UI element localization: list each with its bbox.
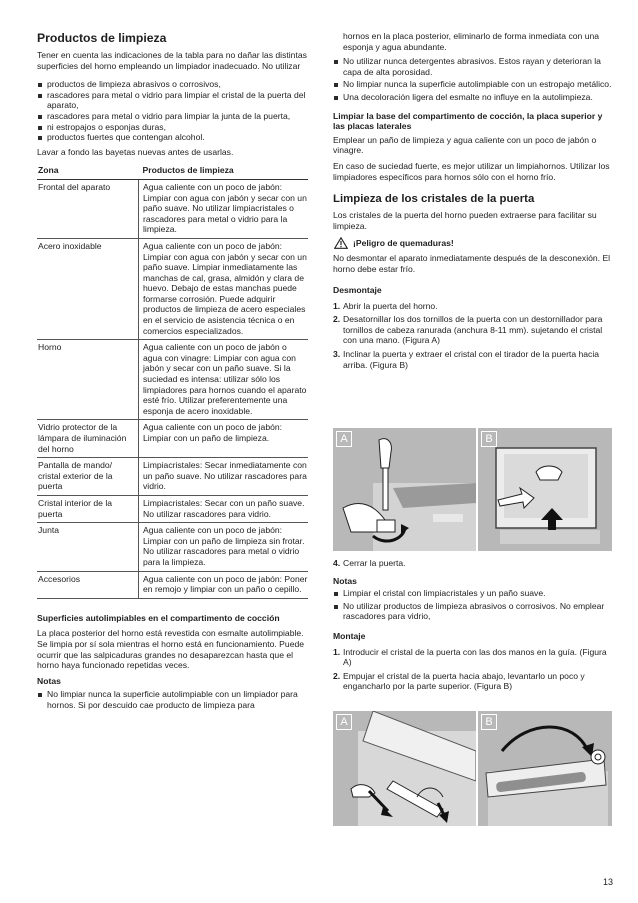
self-clean-text: La placa posterior del horno está revestida con esmalte autolimpiable. Se limpia por sí sola mientras el horno está en funcionamiento. Puede ocurrir que las salpicaduras grandes no desaparezcan hasta que el horno haya funcionado repetidas veces. <box>37 628 305 671</box>
page-title: Productos de limpieza <box>37 31 167 45</box>
list-item: No limpiar nunca la superficie autolimpiable con un limpiador para hornos. Si por descuido cae producto de limpieza para <box>37 689 308 710</box>
table-row <box>37 523 308 571</box>
step-text: Introducir el cristal de la puerta con las dos manos en la guía. (Figura A) <box>343 646 607 668</box>
list-item: productos fuertes que contengan alcohol. <box>37 132 308 143</box>
step-item <box>333 301 612 312</box>
table-cell-products: Limpiacristales: Secar inmediatamente con un paño suave. No utilizar rascadores para vidrio. <box>139 458 309 496</box>
notes2-heading: Notas <box>333 575 357 586</box>
notes-list-right <box>333 56 612 102</box>
removal-heading: Desmontaje <box>333 285 382 296</box>
step-text: Empujar el cristal de la puerta hacia abajo, levantarlo un poco y engancharlo por la parte superior. (Figura B) <box>343 670 585 692</box>
list-item: No limpiar nunca la superficie autolimpiable con un estropajo metálico. <box>333 79 612 90</box>
step-text: Abrir la puerta del horno. <box>343 300 438 311</box>
page-number: 13 <box>603 877 614 887</box>
step-number: 2. <box>333 670 341 681</box>
table-cell-products: Agua caliente con un poco de jabón: Limpiar con un paño de limpieza. <box>139 420 309 458</box>
self-clean-heading: Superficies autolimpiables en el compartimento de cocción <box>37 612 280 623</box>
table-cell-zone: Junta <box>37 523 139 571</box>
table-cell-zone: Accesorios <box>37 571 139 598</box>
list-item: No utilizar nunca detergentes abrasivos. Estos rayan y deterioran la capa de alta porosidad. <box>333 56 612 77</box>
table-cell-zone: Cristal interior de la puerta <box>37 495 139 522</box>
notes-list-left <box>37 689 308 710</box>
table-cell-zone: Pantalla de mando/ cristal exterior de la puerta <box>37 458 139 496</box>
glass-intro: Los cristales de la puerta del horno pueden extraerse para facilitar su limpieza. <box>333 210 597 231</box>
list-item: Limpiar el cristal con limpiacristales y un paño suave. <box>333 588 612 599</box>
table-row <box>37 340 308 420</box>
figure-assembly-b <box>478 711 612 826</box>
assembly-steps <box>333 647 612 692</box>
warning-line <box>333 238 612 249</box>
notes-continuation: hornos en la placa posterior, eliminarlo de forma inmediata con una esponja y agua abundante. <box>343 31 600 52</box>
extract-glass-illustration <box>478 428 612 551</box>
list-item: No utilizar productos de limpieza abrasivos o corrosivos. No emplear rascadores para vidrio, <box>333 601 612 622</box>
step-number: 3. <box>333 349 341 360</box>
header-zone: Zona <box>37 163 139 179</box>
table-cell-products: Agua caliente con un poco de jabón: Poner en remojo y limpiar con un paño o cepillo. <box>139 571 309 598</box>
table-cell-zone: Vidrio protector de la lámpara de iluminación del horno <box>37 420 139 458</box>
warning-icon <box>334 237 348 252</box>
figure-label-b: B <box>481 431 497 447</box>
table-cell-zone: Acero inoxidable <box>37 238 139 339</box>
right-column <box>333 0 612 370</box>
step-number: 1. <box>333 300 341 311</box>
figure-label-b-assembly: B <box>481 714 497 730</box>
header-products: Productos de limpieza <box>139 163 309 179</box>
glass-section-title: Limpieza de los cristales de la puerta <box>333 193 535 206</box>
figure-removal-b <box>478 428 612 551</box>
step-item <box>333 349 612 370</box>
step-number: 1. <box>333 646 341 657</box>
table-row <box>37 458 308 496</box>
left-column <box>37 0 308 710</box>
table-cell-zone: Frontal del aparato <box>37 179 139 238</box>
removal-step-4 <box>333 558 612 569</box>
figure-assembly-a <box>333 711 476 826</box>
table-header-row <box>37 163 308 179</box>
table-cell-products: Agua caliente con un poco de jabón o agua con vinagre: Limpiar con agua con jabón y secar con un paño suave. Si la suciedad es intensa: utilizar sólo los limpiadores para hornos cuando el aparato esté frío. Utilizar preferentemente una esponja de acero inoxidable. <box>139 340 309 420</box>
table-cell-products: Agua caliente con un poco de jabón: Limpiar con agua con jabón y secar con un paño suave. No utilizar limpiacristales o rascadores para metal o vidrio para la limpieza. <box>139 179 309 238</box>
list-item: rascadores para metal o vidrio para limpiar la junta de la puerta, <box>37 111 308 122</box>
list-item: 4. Cerrar la puerta. <box>333 558 406 568</box>
step-item <box>333 647 612 668</box>
table-row <box>37 238 308 339</box>
notes2-list <box>333 588 612 622</box>
figure-label-a-assembly: A <box>336 714 352 730</box>
unscrew-illustration <box>333 428 476 551</box>
table-row <box>37 495 308 522</box>
cleaning-table <box>37 163 308 598</box>
list-item: Una decoloración ligera del esmalte no influye en la autolimpieza. <box>333 92 612 103</box>
list-item: productos de limpieza abrasivos o corrosivos, <box>37 79 308 90</box>
table-row <box>37 420 308 458</box>
hook-glass-illustration <box>478 711 612 826</box>
table-cell-products: Limpiacristales: Secar con un paño suave. No utilizar rascadores para vidrio. <box>139 495 309 522</box>
table-cell-products: Agua caliente con un poco de jabón: Limpiar con un paño de limpieza sin frotar. No utilizar rascadores para metal o vidrio para la limpieza. <box>139 523 309 571</box>
step-number: 2. <box>333 314 341 325</box>
base-heading: Limpiar la base del compartimento de cocción, la placa superior y las placas laterales <box>333 110 603 132</box>
list-item: ni estropajos o esponjas duras, <box>37 122 308 133</box>
table-cell-products: Agua caliente con un poco de jabón: Limpiar con agua con jabón y secar con un paño suave. Limpiar inmediatamente las manchas de cal, grasa, almidón y clara de huevo. Debajo de estas manchas puede formarse corrosión. Puede adquirir productos de limpieza de acero especiales en el servicio de asistencia técnica o en comercios especializados. <box>139 238 309 339</box>
warning-text: No desmontar el aparato inmediatamente después de la desconexión. El horno debe estar frío. <box>333 252 611 274</box>
notes-heading: Notas <box>37 675 61 686</box>
avoid-list <box>37 79 308 143</box>
wash-note: Lavar a fondo las bayetas nuevas antes de usarlas. <box>37 146 234 157</box>
step-item <box>333 314 612 346</box>
list-item: rascadores para metal o vidrio para limpiar el cristal de la puerta del aparato, <box>37 90 308 111</box>
right-column-lower <box>333 558 612 692</box>
base-text-2: En caso de suciedad fuerte, es mejor utilizar un limpiahornos. Utilizar los limpiadores específicos para hornos sólo con el horno frío. <box>333 160 610 182</box>
table-row <box>37 571 308 598</box>
figure-removal-a <box>333 428 476 551</box>
base-text-1: Emplear un paño de limpieza y agua caliente con un poco de jabón o vinagre. <box>333 134 597 156</box>
intro-paragraph: Tener en cuenta las indicaciones de la tabla para no dañar las distintas superficies del horno empleando un limpiador inadecuado. No utilizar <box>37 50 307 71</box>
step-text: Inclinar la puerta y extraer el cristal con el tirador de la puerta hacia arriba. (Figura B) <box>343 349 600 370</box>
assembly-heading: Montaje <box>333 630 366 641</box>
figure-label-a: A <box>336 431 352 447</box>
table-row <box>37 179 308 238</box>
step-item <box>333 671 612 692</box>
step-text: Desatornillar los dos tornillos de la puerta con un destornillador para tornillos de cabeza ranurada (anchura 8-11 mm). sujetando el cristal con una mano. (Figura A) <box>343 314 603 346</box>
removal-steps <box>333 301 612 371</box>
warning-title: ¡Peligro de quemaduras! <box>353 238 454 249</box>
table-cell-zone: Horno <box>37 340 139 420</box>
insert-glass-illustration <box>333 711 476 826</box>
